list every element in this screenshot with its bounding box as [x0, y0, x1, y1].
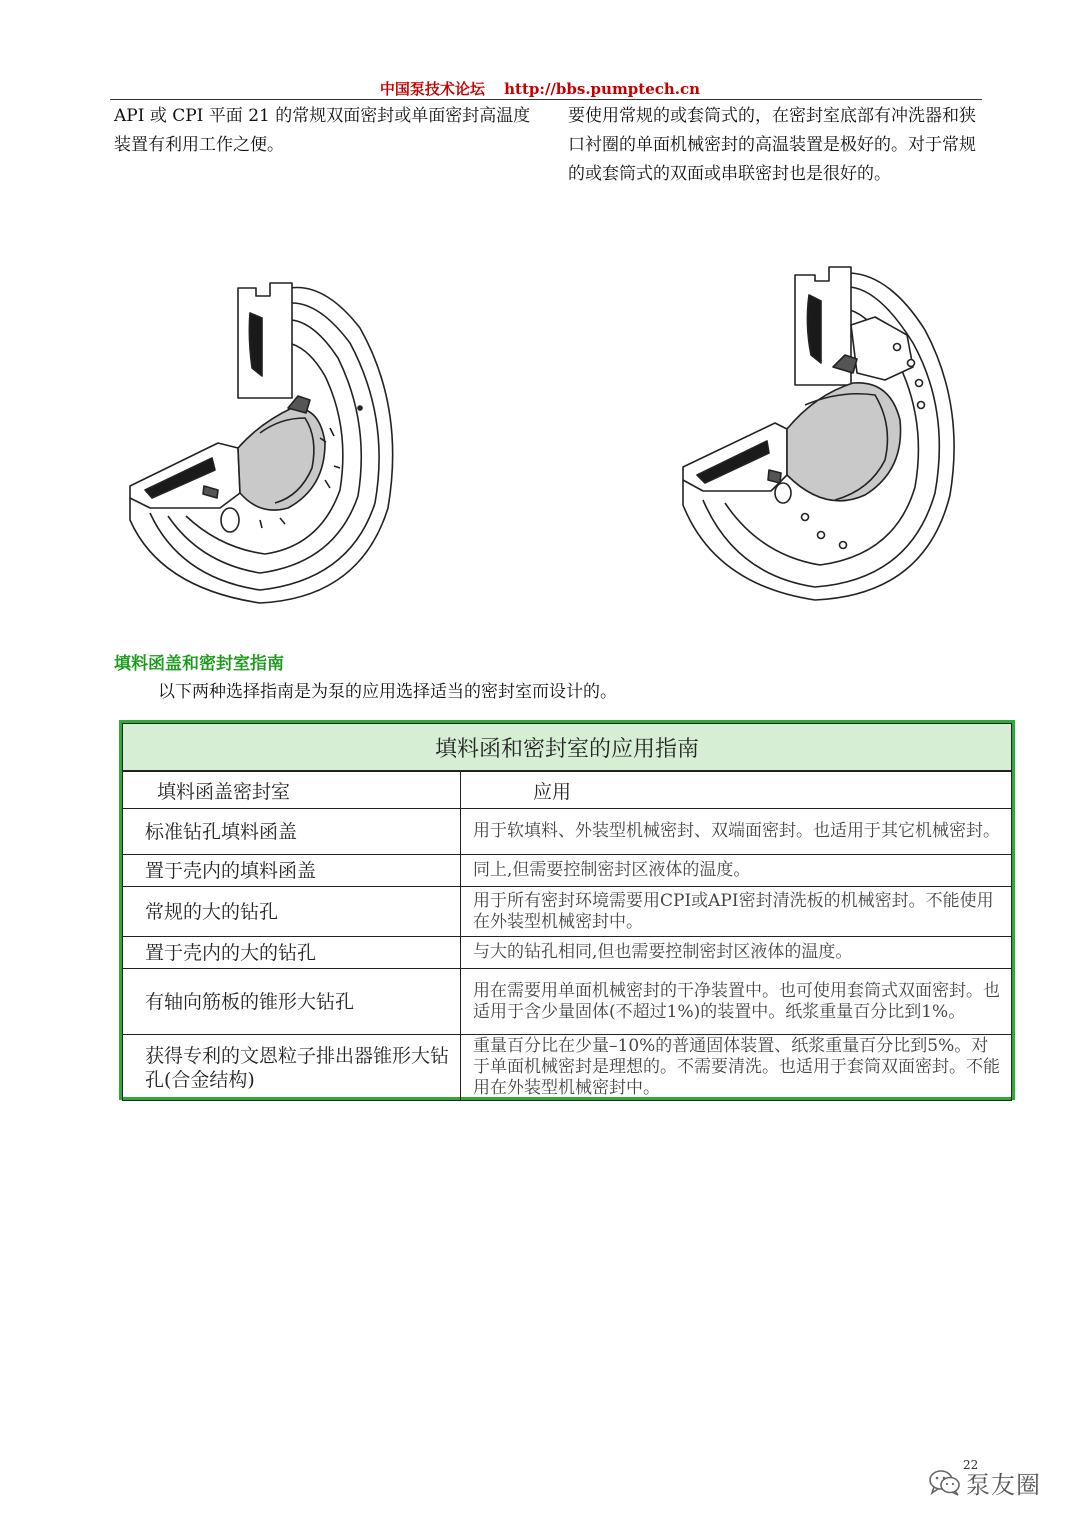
right-column-text: 要使用常规的或套筒式的，在密封室底部有冲洗器和狭口衬圈的单面机械密封的高温装置是极好的。对于常规的或套筒式的双面或串联密封也是很好的。 [568, 106, 976, 184]
table-row [123, 937, 1012, 969]
row-application: 同上,但需要控制密封区液体的温度。 [461, 855, 1012, 887]
seal-chamber-illustration-left [120, 258, 410, 608]
table-title: 填料函和密封室的应用指南 [123, 724, 1012, 772]
left-column-text: API 或 CPI 平面 21 的常规双面密封或单面密封高温度装置有利用工作之便。 [114, 106, 531, 155]
table-row [123, 809, 1012, 855]
row-type: 标准钻孔填料函盖 [123, 809, 461, 855]
row-application: 重量百分比在少量–10%的普通固体装置、纸浆重量百分比到5%。对于单面机械密封是理想的。不需要清洗。也适用于套筒双面密封。不能用在外装型机械密封中。 [461, 1035, 1012, 1101]
row-application: 用在需要用单面机械密封的干净装置中。也可使用套筒式双面密封。也适用于含少量固体(不超过1%)的装置中。纸浆重量百分比到1%。 [461, 969, 1012, 1035]
header-site-name: 中国泵技术论坛 [379, 80, 485, 98]
page-number: 22 [963, 1458, 979, 1472]
row-application: 用于软填料、外装型机械密封、双端面密封。也适用于其它机械密封。 [461, 809, 1012, 855]
table-header-application: 应用 [461, 771, 1012, 809]
row-application: 与大的钻孔相同,但也需要控制密封区液体的温度。 [461, 937, 1012, 969]
table-row [123, 855, 1012, 887]
table-row [123, 969, 1012, 1035]
header-rule [110, 99, 982, 100]
row-application: 用于所有密封环境需要用CPI或API密封清洗板的机械密封。不能使用在外装型机械密封中。 [461, 887, 1012, 937]
row-type: 置于壳内的大的钻孔 [123, 937, 461, 969]
table-row [123, 1035, 1012, 1101]
section-title: 填料函盖和密封室指南 [114, 654, 284, 674]
section-intro: 以下两种选择指南是为泵的应用选择适当的密封室而设计的。 [158, 682, 617, 702]
watermark-text: 泵友圈 [966, 1471, 1041, 1499]
wechat-icon [928, 1469, 962, 1497]
table-row [123, 887, 1012, 937]
row-type: 有轴向筋板的锥形大钻孔 [123, 969, 461, 1035]
row-type: 置于壳内的填料函盖 [123, 855, 461, 887]
table-header-seal-chamber: 填料函盖密封室 [123, 771, 461, 809]
watermark [928, 1465, 1041, 1500]
seal-chamber-illustration-right [675, 255, 965, 605]
page-header [0, 78, 1080, 99]
row-type: 获得专利的文恩粒子排出器锥形大钻孔(合金结构) [123, 1035, 461, 1101]
application-guide-table [119, 720, 1015, 1100]
row-type: 常规的大的钻孔 [123, 887, 461, 937]
header-site-url[interactable]: http://bbs.pumptech.cn [504, 80, 701, 98]
